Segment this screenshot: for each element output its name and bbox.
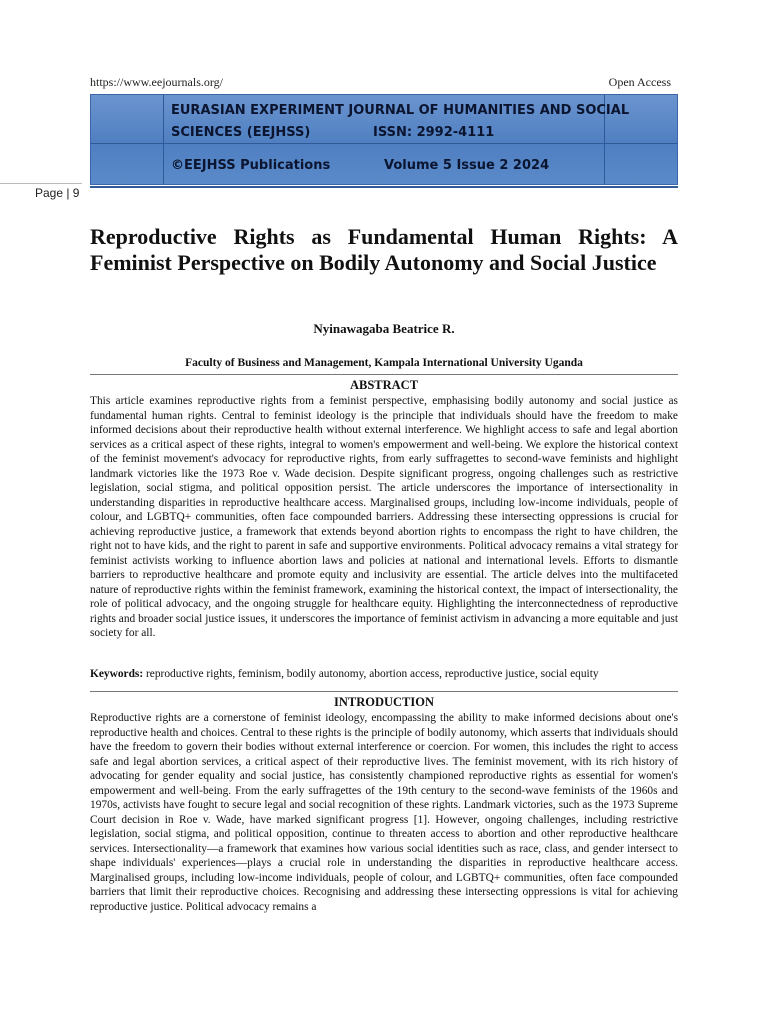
author-affiliation: Faculty of Business and Management, Kampala International University Uganda [185, 357, 583, 369]
journal-issn: ISSN: 2992-4111 [373, 125, 495, 140]
page-number-rule [0, 183, 82, 184]
banner-divider-middle [91, 143, 677, 144]
publisher: ©EEJHSS Publications [171, 158, 331, 173]
page-number: Page | 9 [35, 186, 80, 200]
banner-underline [90, 186, 678, 188]
keywords-line [90, 667, 678, 682]
journal-name-line1: EURASIAN EXPERIMENT JOURNAL OF HUMANITIES AND SOCIAL [171, 103, 630, 118]
abstract-rule [90, 374, 678, 375]
keywords-label: Keywords: [90, 668, 144, 680]
introduction-rule [90, 691, 678, 692]
article-title: Reproductive Rights as Fundamental Human Rights: A Feminist Perspective on Bodily Autonomy and Social Justice [90, 224, 678, 275]
introduction-heading: INTRODUCTION [333, 695, 434, 709]
introduction-text: Reproductive rights are a cornerstone of feminist ideology, encompassing the ability to make informed decisions about one's reproductive health and choices. Central to these rights is the principle of bodily autonomy, which asserts that individuals should have the freedom to govern their bodies without external interference or coercion. For women, this includes the right to access safe and legal abortion services, a critical aspect of their reproductive lives. The feminist movement, with its rich history of advocating for gender equality and social justice, has consistently championed reproductive rights as essential for women's empowerment and well-being. From the early suffragettes of the 19th century to the second-wave feminists of the 1960s and 1970s, activists have fought to secure legal and social recognition of these rights. Landmark victories, such as the 1973 Supreme Court decision in Roe v. Wade, have marked significant progress [1]. However, ongoing challenges, including restrictive legislation, social stigma, and political opposition, continue to threaten access to abortion and other reproductive healthcare services. Intersectionality—a framework that examines how various social identities such as race, class, and gender intersect to shape individuals' experiences—plays a crucial role in understanding the disparities in reproductive healthcare access. Marginalised groups, including low-income individuals, people of colour, and LGBTQ+ communities, often face compounded barriers that limit their reproductive choices. Recognising and addressing these intersecting oppressions is vital for achieving reproductive justice. Political advocacy remains a [90, 712, 678, 913]
journal-abbrev: SCIENCES (EEJHSS) [171, 125, 311, 140]
abstract-heading: ABSTRACT [349, 378, 419, 392]
banner-divider-left [163, 95, 164, 184]
keywords-list: reproductive rights, feminism, bodily autonomy, abortion access, reproductive justice, social equity [143, 668, 599, 680]
journal-banner [90, 94, 678, 185]
journal-name-line2 [171, 125, 495, 140]
journal-url[interactable]: https://www.eejournals.org/ [90, 75, 223, 89]
open-access-label: Open Access [608, 75, 671, 89]
journal-publisher-line [171, 158, 550, 173]
volume-issue: Volume 5 Issue 2 2024 [384, 158, 550, 173]
article-author: Nyinawagaba Beatrice R. [313, 321, 455, 336]
abstract-text: This article examines reproductive rights from a feminist perspective, emphasising bodily autonomy and social justice as fundamental human rights. Central to feminist ideology is the principle that individuals should have the freedom to make informed decisions about their reproductive health without external interference. We highlight access to safe and legal abortion services as a critical aspect of these rights, integral to women's empowerment and well-being. We explore the historical context of the feminist movement's advocacy for reproductive rights, from early suffragettes to second-wave feminists and highlight landmark victories like the 1973 Roe v. Wade decision. Despite significant progress, ongoing challenges such as restrictive legislation, social stigma, and political opposition persist. The article underscores the importance of intersectionality in understanding disparities in reproductive healthcare access. Marginalised groups, including low-income individuals, people of colour, and LGBTQ+ communities, often face compounded barriers. Addressing these intersecting oppressions is crucial for achieving reproductive justice, a framework that extends beyond abortion rights to encompass the right to have children, the right not to have kids, and the right to parent in safe and supportive environments. Political advocacy remains a vital strategy for feminist activists working to influence abortion laws and policies at national and international levels. Efforts to dismantle barriers to reproductive healthcare and promote equity and inclusivity are essential. The article delves into the multifaceted nature of reproductive rights within the feminist framework, examining the historical context, the impact of intersectionality, the role of political advocacy, and the ongoing struggle for healthcare equity. Highlighting the interconnectedness of reproductive rights and broader social justice issues, it underscores the importance of feminist activism in advancing a more equitable and just society for all. [90, 395, 678, 639]
